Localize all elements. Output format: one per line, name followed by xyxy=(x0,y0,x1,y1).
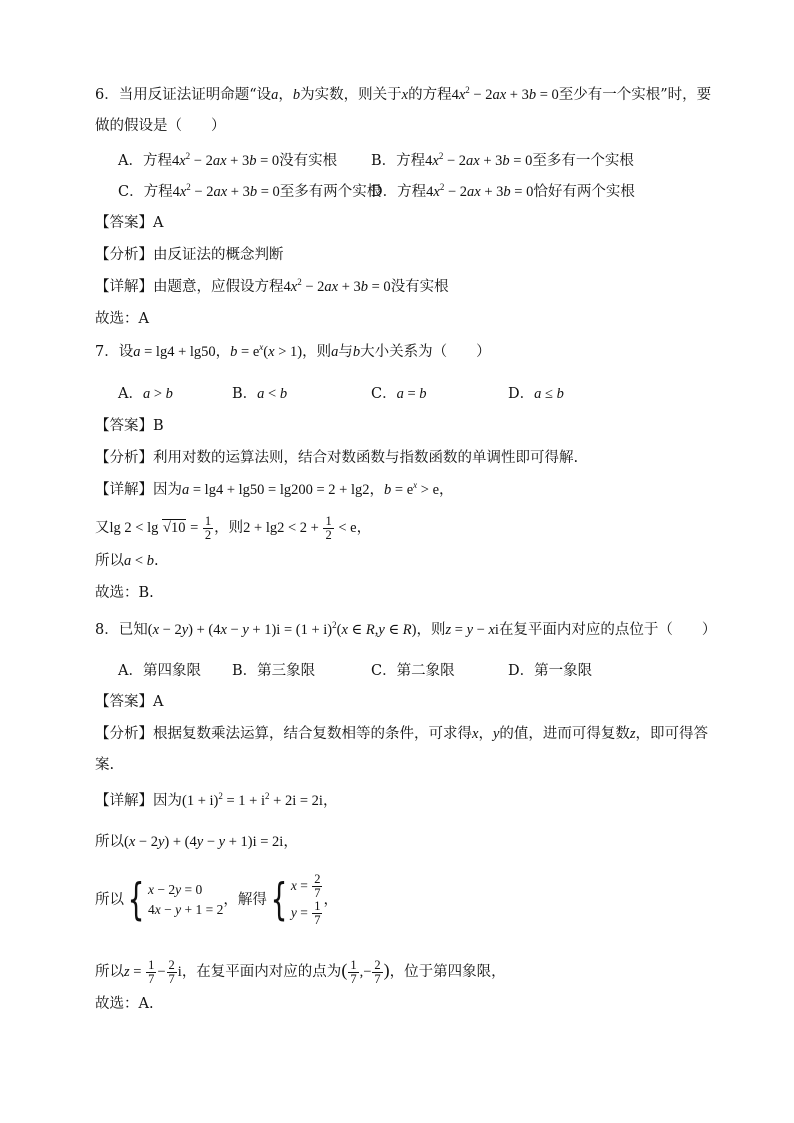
q7-stem: 7．设a = lg4 + lg50，$b = e^x(x > 1)$，则a与b大小关系为（ ） xyxy=(95,342,491,360)
q7-detail-line2: 又lg 2 < lg √10 = $\frac{1}{2}$ ，则2 + lg2 < 2 + $\frac{1}{2}$ < e， xyxy=(95,513,372,542)
q6-option-d[interactable]: D．方程$4x^2 - 2ax + 3b = 0$恰好有两个实根 xyxy=(371,182,635,200)
q8-detail: 【详解】因为$(1 + i)^2 = 1 + i^2 + 2i = 2i$， xyxy=(95,791,338,809)
q8-detail-line3: 所以{ x − 2y = 0 4x − y + 1 = 2 ，解得{ x = $\frac{2}{7}$ y = $\frac{1}{7}$ ， xyxy=(95,872,338,928)
q8-option-a[interactable]: A．第四象限 xyxy=(118,663,201,679)
q7-option-b[interactable]: B．a < b xyxy=(232,386,288,402)
q8-stem: 8．已知$(x - 2y) + (4x - y + 1)i = (1 + i)^2(x$ ∈ R,y ∈ R)，则z = y − xi在复平面内对应的点位于（ ） xyxy=(95,620,717,638)
q6-answer: 【答案】A xyxy=(95,215,164,231)
q6-conclusion: 故选：A xyxy=(95,311,149,327)
q6-analysis: 【分析】由反证法的概念判断 xyxy=(95,247,284,263)
q7-conclusion: 故选：B. xyxy=(95,585,154,601)
q7-option-a[interactable]: A．a > b xyxy=(118,386,173,402)
q6-option-c[interactable]: C．方程$4x^2 - 2ax + 3b = 0$至多有两个实根 xyxy=(118,182,382,200)
q7-detail-line3: 所以a < b. xyxy=(95,553,159,569)
q8-detail-line2: 所以(x − 2y) + (4y − y + 1)i = 2i， xyxy=(95,834,298,850)
q6-option-b[interactable]: B．方程$4x^2 - 2ax + 3b = 0$至多有一个实根 xyxy=(371,151,634,169)
q6-equation: $4x^2 - 2ax + 3b = 0$ xyxy=(451,85,559,103)
q8-answer: 【答案】A xyxy=(95,694,164,710)
q8-option-c[interactable]: C．第二象限 xyxy=(371,663,455,679)
q7-answer: 【答案】B xyxy=(95,418,164,434)
q7-detail: 【详解】因为a = lg4 + lg50 = lg200 = 2 + lg2，$b = e^x > e$， xyxy=(95,480,454,498)
q6-stem-prefix: 6．当用反证法证明命题“设 xyxy=(95,87,272,103)
q7-option-c[interactable]: C．a = b xyxy=(371,386,427,402)
q8-option-b[interactable]: B．第三象限 xyxy=(232,663,316,679)
q8-detail-line4: 所以z = $\frac{1}{7}$ − $\frac{2}{7}$ i，在复平面内对应的点为( $\frac{1}{7}$ ,− $\frac{2}{7}$ )，位于第四象限， xyxy=(95,957,506,986)
q8-analysis-line2: 案. xyxy=(95,757,115,773)
q7-analysis: 【分析】利用对数的运算法则，结合对数函数与指数函数的单调性即可得解. xyxy=(95,450,579,466)
q6-stem-suffix: 至少有一个实根”时，要 xyxy=(558,87,712,103)
q6-stem-mid1: 为实数，则关于 xyxy=(300,87,402,103)
q6-stem-line2: 做的假设是（ ） xyxy=(95,118,226,134)
q8-option-d[interactable]: D．第一象限 xyxy=(508,663,593,679)
q6-stem-line1: 6．当用反证法证明命题“设a，b为实数，则关于x的方程$4x^2 - 2ax + 3b = 0$至少有一个实根”时，要 xyxy=(95,85,712,103)
q8-analysis: 【分析】根据复数乘法运算，结合复数相等的条件，可求得x，y的值，进而可得复数z，即可得答 xyxy=(95,726,709,742)
q8-conclusion: 故选：A. xyxy=(95,996,154,1012)
q6-option-a[interactable]: A．方程$4x^2 - 2ax + 3b = 0$没有实根 xyxy=(118,151,338,169)
q7-option-d[interactable]: D．a ≤ b xyxy=(508,386,564,402)
q6-stem-mid2: 的方程 xyxy=(408,87,452,103)
q6-detail: 【详解】由题意，应假设方程$4x^2 - 2ax + 3b = 0$没有实根 xyxy=(95,277,449,295)
